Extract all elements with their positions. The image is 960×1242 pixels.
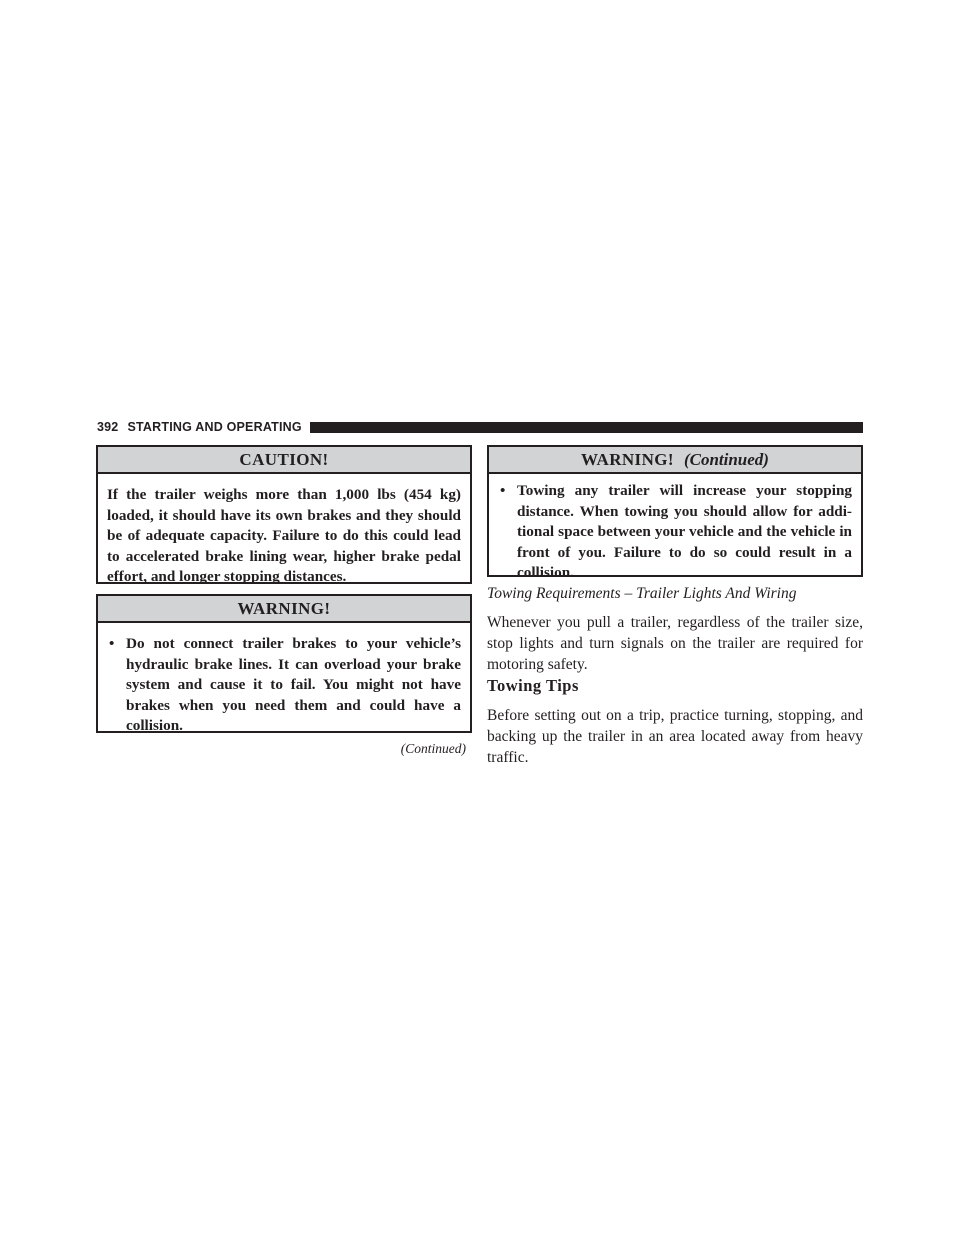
caution-title-text: CAUTION!: [239, 450, 329, 469]
warning-box: [96, 594, 472, 733]
tips-paragraph: Before setting out on a trip, practice turning, stopping, and backing up the trailer in an area located away from heavy traffic.: [487, 707, 863, 766]
warning-continued-title: [489, 447, 861, 474]
lights-heading: Towing Requirements – Trailer Lights And Wiring: [487, 585, 797, 602]
warning-body: [98, 623, 470, 747]
warning-title-text: WARNING!: [237, 599, 331, 618]
lights-paragraph: Whenever you pull a trailer, regardless of the trailer size, stop lights and turn signals on the trailer are required for motoring safety.: [487, 614, 863, 673]
header-rule: [310, 422, 863, 433]
warning-bullet-item: [107, 634, 461, 737]
caution-text: If the trailer weighs more than 1,000 lbs (454 kg) loaded, it should have its own brakes and they should be of adequate capacity. Failure to do this could lead to accelerated brake lining wear, higher brake pedal effort, and longer stopping distances.: [107, 486, 461, 586]
warning-continued-bullet-item: [498, 481, 852, 584]
caution-box: [96, 445, 472, 584]
continued-note: (Continued): [400, 741, 466, 756]
warning-continued-title-text: WARNING!: [581, 450, 674, 469]
warning-title: [98, 596, 470, 623]
running-header: [97, 418, 863, 436]
warning-bullet-text: Do not connect trailer brakes to your vehicle’s hydraulic brake lines. It can overload your brake system and cause it to fail. You might not have brakes when you need them and could have a collision.: [126, 635, 461, 735]
warning-continued-box: [487, 445, 863, 582]
section-title: STARTING AND OPERATING: [127, 420, 302, 434]
tips-heading: Towing Tips: [487, 676, 579, 695]
bullet-icon: •: [109, 635, 115, 652]
caution-title: [98, 447, 470, 474]
warning-continued-suffix: (Continued): [683, 450, 769, 469]
warning-continued-body: [489, 474, 861, 594]
page-number: 392: [97, 420, 119, 434]
warning-continued-bullet-text: Towing any trailer will increase your stopping distance. When towing you should allow for addi-tional space between your vehicle and the vehicle in front of you. Failure to do so could result in a collision.: [517, 482, 852, 582]
bullet-icon: •: [500, 482, 506, 499]
